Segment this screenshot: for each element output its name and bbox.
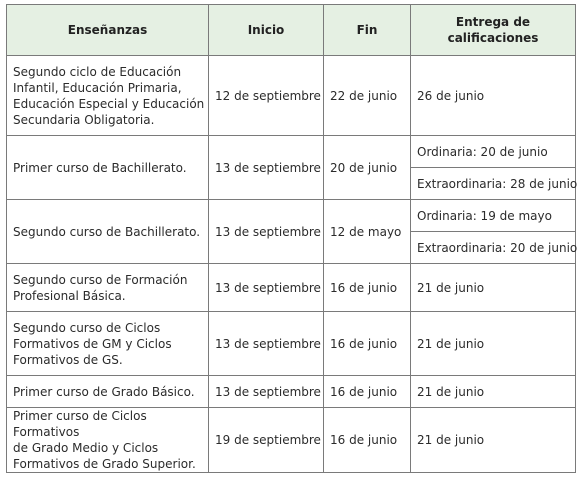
calendar-table-container	[6, 4, 576, 473]
cell-inicio: 13 de septiembre	[209, 312, 324, 376]
cell-fin: 12 de mayo	[324, 200, 411, 264]
cell-inicio: 13 de septiembre	[209, 264, 324, 312]
cell-entrega: 21 de junio	[411, 408, 576, 473]
cell-text-line: Educación Especial y Educación	[13, 96, 205, 111]
header-entrega-calificaciones	[411, 5, 576, 56]
table-row	[7, 312, 576, 376]
header-inicio: Inicio	[209, 5, 324, 56]
cell-inicio: 13 de septiembre	[209, 136, 324, 200]
cell-ensenanza: Primer curso de Grado Básico.	[7, 376, 209, 408]
table-row	[7, 264, 576, 312]
header-entrega-line: Entrega de	[455, 15, 531, 29]
cell-text-line: Primer curso de Ciclos Formativos	[13, 409, 147, 439]
cell-text-line: Segundo ciclo de Educación	[13, 64, 182, 79]
cell-inicio: 19 de septiembre	[209, 408, 324, 473]
cell-text-line: Secundaria Obligatoria.	[13, 112, 155, 127]
cell-entrega-ordinaria: Ordinaria: 20 de junio	[411, 136, 576, 168]
cell-entrega-ordinaria: Ordinaria: 19 de mayo	[411, 200, 576, 232]
header-entrega-line: calificaciones	[447, 31, 539, 45]
cell-inicio: 13 de septiembre	[209, 200, 324, 264]
cell-ensenanza	[7, 408, 209, 473]
cell-entrega: 21 de junio	[411, 264, 576, 312]
cell-fin: 16 de junio	[324, 376, 411, 408]
table-row	[7, 408, 576, 473]
cell-text-line: Segundo curso de Ciclos	[13, 320, 161, 335]
header-fin: Fin	[324, 5, 411, 56]
cell-entrega-extraordinaria: Extraordinaria: 20 de junio	[411, 232, 576, 264]
cell-ensenanza: Primer curso de Bachillerato.	[7, 136, 209, 200]
header-ensenanzas: Enseñanzas	[7, 5, 209, 56]
cell-ensenanza: Segundo curso de Bachillerato.	[7, 200, 209, 264]
cell-text-line: Profesional Básica.	[13, 288, 126, 303]
cell-entrega: 26 de junio	[411, 56, 576, 136]
cell-ensenanza	[7, 264, 209, 312]
table-row	[7, 376, 576, 408]
cell-fin: 22 de junio	[324, 56, 411, 136]
school-calendar-table	[6, 4, 576, 473]
cell-text-line: Formativos de GM y Ciclos	[13, 336, 172, 351]
cell-text-line: Formativos de GS.	[13, 352, 123, 367]
cell-fin: 20 de junio	[324, 136, 411, 200]
cell-entrega-extraordinaria: Extraordinaria: 28 de junio	[411, 168, 576, 200]
cell-inicio: 13 de septiembre	[209, 376, 324, 408]
cell-entrega: 21 de junio	[411, 312, 576, 376]
cell-text-line: Segundo curso de Formación	[13, 272, 188, 287]
cell-fin: 16 de junio	[324, 312, 411, 376]
cell-fin: 16 de junio	[324, 264, 411, 312]
cell-fin: 16 de junio	[324, 408, 411, 473]
table-row	[7, 136, 576, 168]
cell-entrega: 21 de junio	[411, 376, 576, 408]
table-row	[7, 56, 576, 136]
cell-ensenanza	[7, 312, 209, 376]
cell-ensenanza	[7, 56, 209, 136]
cell-text-line: de Grado Medio y Ciclos	[13, 441, 159, 455]
cell-text-line: Infantil, Educación Primaria,	[13, 80, 182, 95]
table-row	[7, 200, 576, 232]
table-header-row	[7, 5, 576, 56]
cell-inicio: 12 de septiembre	[209, 56, 324, 136]
cell-text-line: Formativos de Grado Superior.	[13, 457, 196, 471]
